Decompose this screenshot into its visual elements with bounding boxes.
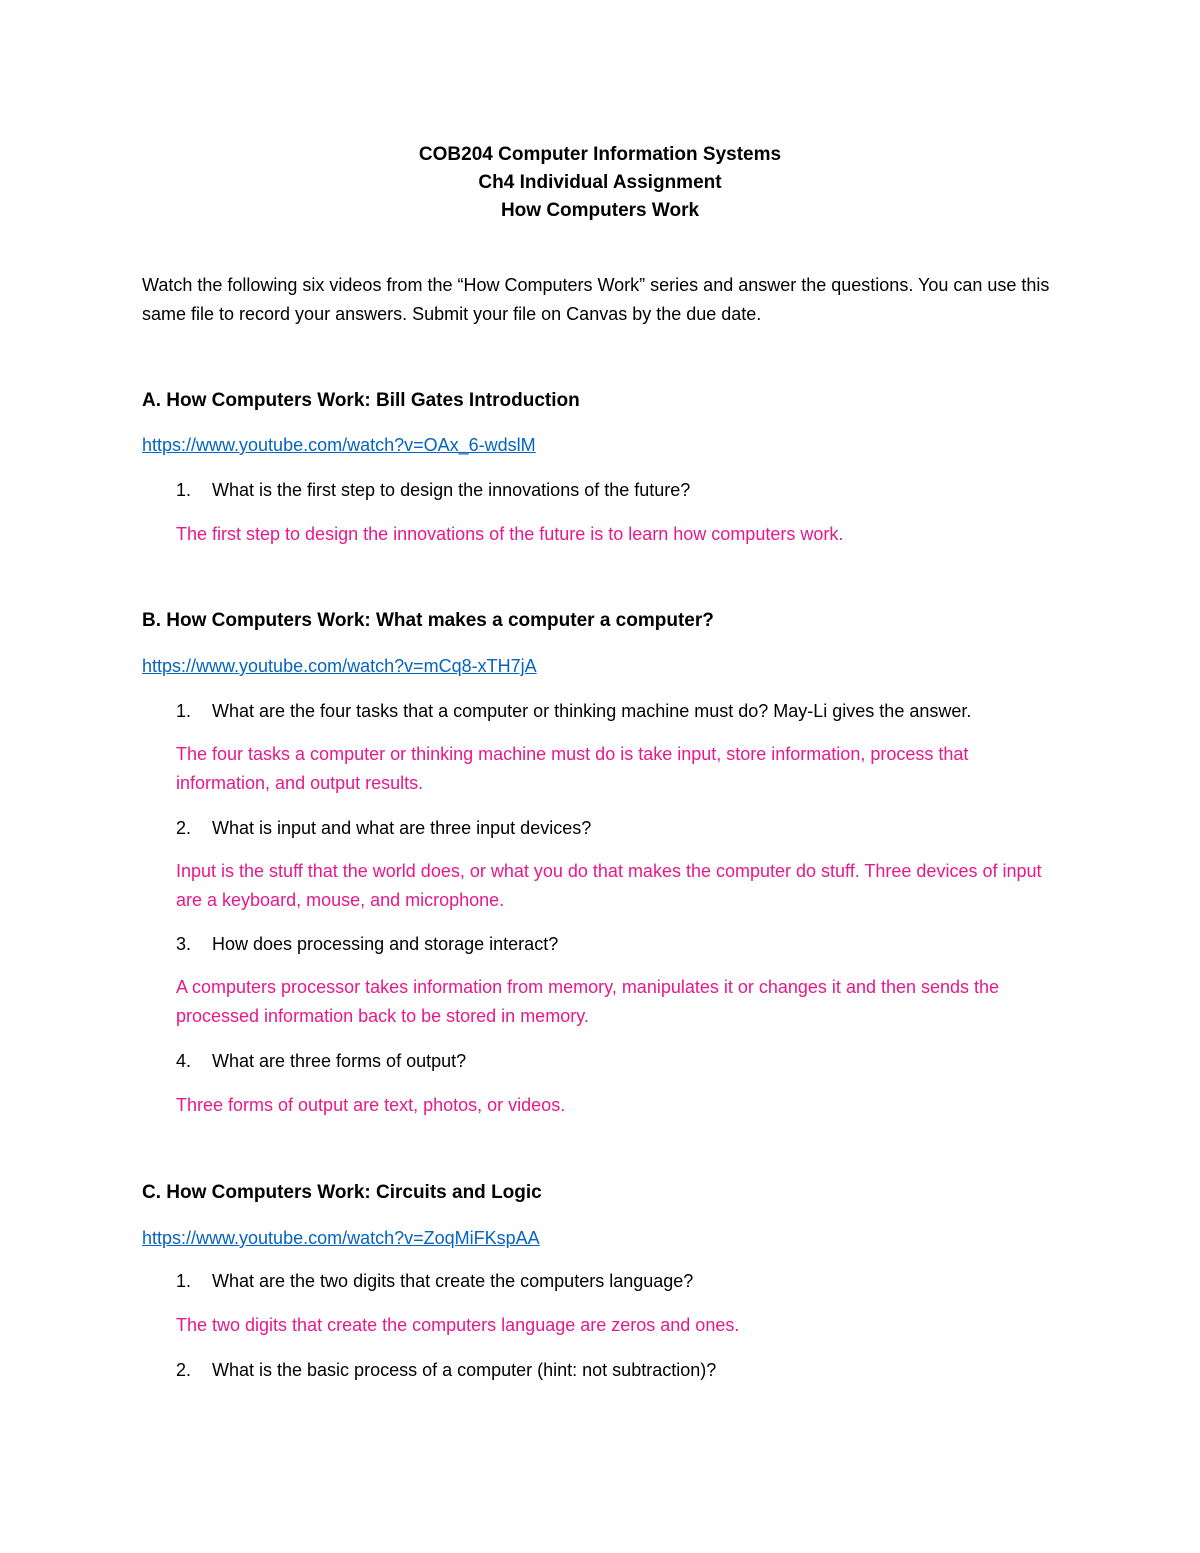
document-header [0, 141, 1200, 225]
question-number: 1. [176, 480, 192, 500]
course-title: COB204 Computer Information Systems [418, 144, 782, 165]
question-text: How does processing and storage interact? [212, 934, 559, 954]
question-a1 [176, 476, 690, 504]
question-number: 1. [176, 701, 192, 721]
question-number: 3. [176, 934, 192, 954]
answer-b1: The four tasks a computer or thinking machine must do is take input, store information, process that information, and output results. [176, 744, 969, 793]
question-b3 [176, 930, 558, 958]
question-text: What is input and what are three input devices? [212, 818, 592, 838]
intro-paragraph: Watch the following six videos from the “How Computers Work” series and answer the questions. You can use this same file to record your answers. Submit your file on Canvas by the due date. [142, 275, 1050, 324]
question-number: 2. [176, 1360, 192, 1380]
question-text: What are the two digits that create the computers language? [212, 1271, 694, 1291]
question-c2 [176, 1356, 716, 1384]
topic-title: How Computers Work [500, 200, 700, 221]
question-text: What is the first step to design the innovations of the future? [212, 480, 691, 500]
section-a-title: A. How Computers Work: Bill Gates Introduction [142, 390, 580, 411]
question-b4 [176, 1047, 466, 1075]
answer-c1: The two digits that create the computers language are zeros and ones. [176, 1315, 740, 1335]
question-number: 1. [176, 1271, 192, 1291]
question-c1 [176, 1267, 693, 1295]
answer-b4: Three forms of output are text, photos, or videos. [176, 1095, 566, 1115]
answer-a1: The first step to design the innovations of the future is to learn how computers work. [176, 524, 844, 544]
question-b1 [176, 697, 971, 725]
assignment-title: Ch4 Individual Assignment [478, 172, 722, 193]
question-text: What is the basic process of a computer (hint: not subtraction)? [212, 1360, 717, 1380]
section-b-link[interactable]: https://www.youtube.com/watch?v=mCq8-xTH7jA [142, 656, 537, 676]
question-text: What are three forms of output? [212, 1051, 467, 1071]
answer-b2: Input is the stuff that the world does, or what you do that makes the computer do stuff. Three devices of input are a keyboard, mouse, and microphone. [176, 861, 1042, 910]
question-number: 2. [176, 818, 192, 838]
answer-b3: A computers processor takes information from memory, manipulates it or changes it and then sends the processed information back to be stored in memory. [176, 977, 1000, 1026]
section-c-link[interactable]: https://www.youtube.com/watch?v=ZoqMiFKspAA [142, 1228, 540, 1248]
section-a-link[interactable]: https://www.youtube.com/watch?v=OAx_6-wdslM [142, 435, 536, 455]
question-number: 4. [176, 1051, 192, 1071]
question-b2 [176, 814, 591, 842]
section-c-title: C. How Computers Work: Circuits and Logic [142, 1182, 542, 1203]
section-b-title: B. How Computers Work: What makes a computer a computer? [142, 610, 714, 631]
question-text: What are the four tasks that a computer or thinking machine must do? May-Li gives the answer. [212, 701, 972, 721]
